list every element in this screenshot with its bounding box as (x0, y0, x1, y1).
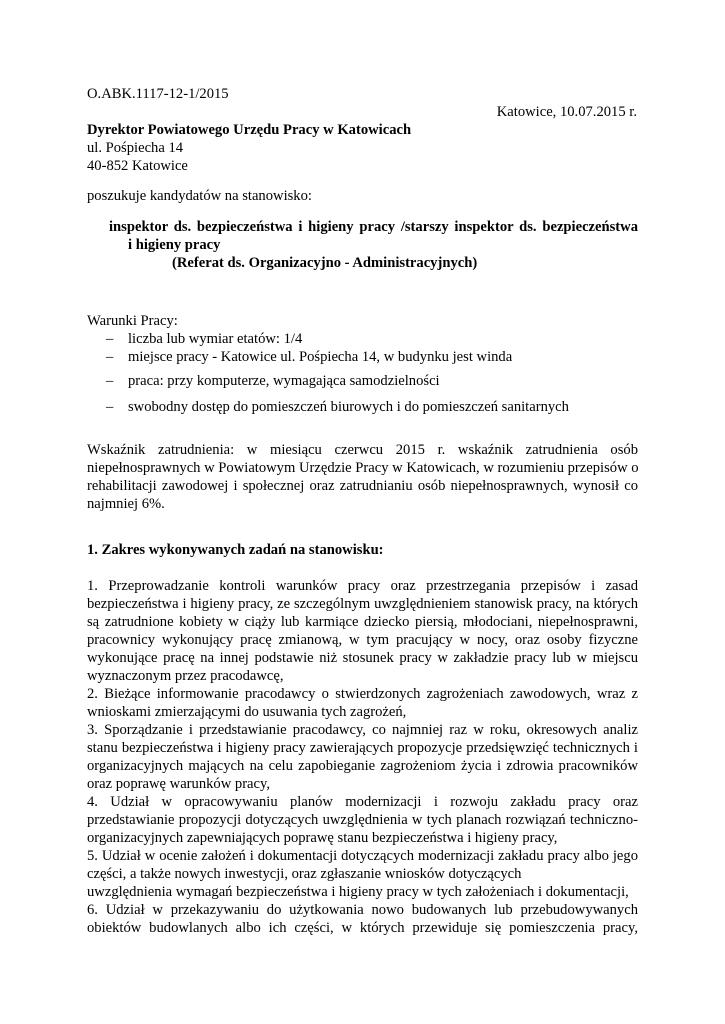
place-date: Katowice, 10.07.2015 r. (496, 104, 637, 120)
paragraph-line: 6. Udział w przekazywaniu do użytkowania nowo budowanych lub przebudowywanych (87, 902, 638, 918)
paragraph-line: są zatrudnione kobiety w ciąży lub karmiące dziecko piersią, młodociani, niepełnosprawni, (87, 614, 638, 630)
paragraph-line: oraz poprawę warunków pracy, (87, 776, 271, 792)
employer-street: ul. Pośpiecha 14 (87, 140, 184, 156)
position-title-line2: i higieny pracy (128, 237, 221, 253)
paragraph-line: obiektów budowlanych albo ich części, w których przewiduje się pomieszczenia pracy, (87, 920, 638, 936)
intro-text: poszukuje kandydatów na stanowisko: (87, 188, 312, 204)
dash-bullet-icon: – (106, 373, 114, 389)
paragraph-line: bezpieczeństwa i higieny pracy, ze szczególnym uwzględnieniem stanowisk pracy, na których (87, 596, 638, 612)
dash-bullet-icon: – (106, 399, 114, 415)
reference-number: O.ABK.1117-12-1/2015 (87, 86, 229, 102)
position-title-line1: inspektor ds. bezpieczeństwa i higieny pracy /starszy inspektor ds. bezpieczeństwa (109, 219, 638, 235)
paragraph-line: organizacyjnych mających na celu zapobieganie zagrożeniom życia i zdrowia pracowników (87, 758, 638, 774)
position-department: (Referat ds. Organizacyjno - Administracyjnych) (172, 255, 478, 271)
conditions-title: Warunki Pracy: (87, 313, 178, 329)
paragraph-line: stanu bezpieczeństwa i higieny pracy zawierających propozycje przedsięwzięć technicznych i (87, 740, 638, 756)
paragraph-line: 1. Przeprowadzanie kontroli warunków pracy oraz przestrzegania przepisów i zasad (87, 578, 638, 594)
paragraph-line: najmniej 6%. (87, 496, 165, 512)
paragraph-line: przedstawianie propozycji dotyczących uwzględnienia w tych planach rozwiązań techniczno- (87, 812, 638, 828)
paragraph-line: wyznaczonym przez pracodawcę, (87, 668, 284, 684)
paragraph-line: 5. Udział w ocenie założeń i dokumentacji dotyczących modernizacji zakładu pracy albo jego (87, 848, 638, 864)
paragraph-line: Wskaźnik zatrudnienia: w miesiącu czerwcu 2015 r. wskaźnik zatrudnienia osób (87, 442, 638, 458)
paragraph-line: 3. Sporządzanie i przedstawianie pracodawcy, co najmniej raz w roku, okresowych analiz (87, 722, 638, 738)
employer-name: Dyrektor Powiatowego Urzędu Pracy w Katowicach (87, 122, 412, 138)
paragraph-line: organizacyjnych zapewniających poprawę stanu bezpieczeństwa i higieny pracy, (87, 830, 558, 846)
section-1-title: 1. Zakres wykonywanych zadań na stanowisku: (87, 542, 384, 558)
paragraph-line: niepełnosprawnych w Powiatowym Urzędzie Pracy w Katowicach, w rozumieniu przepisów o (87, 460, 639, 476)
paragraph-line: części, a także nowych inwestycji, oraz zgłaszanie wniosków dotyczących (87, 866, 522, 882)
paragraph-line: wnioskami zmierzającymi do usuwania tych zagrożeń, (87, 704, 407, 720)
paragraph-line: pracownicy wykonujący pracę zmianową, w tym pracujący w nocy, oraz osoby fizyczne (87, 632, 638, 648)
dash-bullet-icon: – (106, 331, 114, 347)
paragraph-line: wykonujące pracę na innej podstawie niż stosunek pracy w zakładzie pracy lub w miejscu (87, 650, 638, 666)
paragraph-line: rehabilitacji zawodowej i społecznej oraz zatrudnianiu osób niepełnosprawnych, wynosił co (87, 478, 638, 494)
paragraph-line: 4. Udział w opracowywaniu planów modernizacji i rozwoju zakładu pracy oraz (87, 794, 638, 810)
paragraph-line: uwzględnienia wymagań bezpieczeństwa i higieny pracy w tych założeniach i dokumentacji, (87, 884, 629, 900)
paragraph-line: 2. Bieżące informowanie pracodawcy o stwierdzonych zagrożeniach zawodowych, wraz z (87, 686, 638, 702)
dash-bullet-icon: – (106, 349, 114, 365)
employer-city: 40-852 Katowice (87, 158, 188, 174)
